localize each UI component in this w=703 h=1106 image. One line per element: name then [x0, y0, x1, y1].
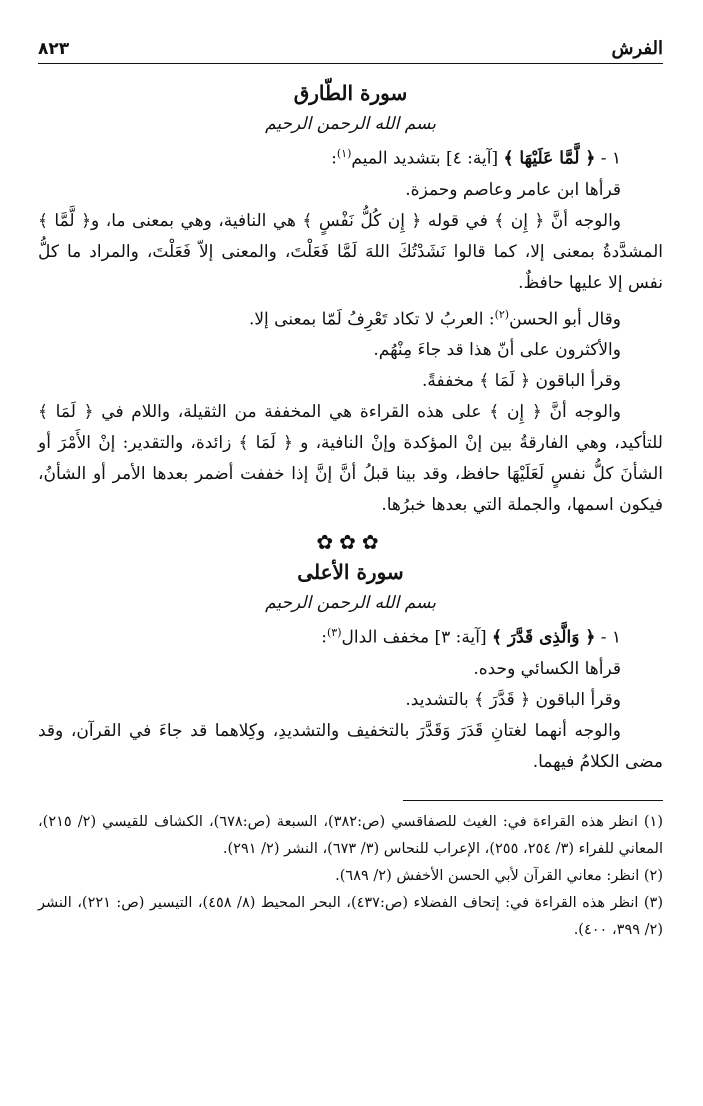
quran-word: ﴿ لَّمَّا عَلَيْهَا ﴾: [503, 148, 596, 169]
paragraph: وقرأ الباقون ﴿ لَمَا ﴾ مخففةً.: [422, 371, 621, 392]
footnote-ref: (٣): [326, 626, 342, 640]
header-title: الفرش: [611, 38, 663, 59]
surah-tariq-section: [38, 78, 663, 521]
paragraph: قرأها ابن عامر وعاصم وحمزة.: [405, 179, 621, 200]
footnote: (٢) انظر: معاني القرآن لأبي الحسن الأخفش (٢/ ٦٨٩).: [335, 867, 663, 884]
surah-ala-title: سورة الأعلى: [297, 560, 404, 585]
reading-item-heading: ١ - ﴿ وَالَّذِى قَدَّرَ ﴾ [آية: ٣] مخفف الدال$^{(٣)}$:: [321, 626, 621, 648]
section-separator-ornament: ✿✿✿: [316, 530, 385, 555]
footnote-ref: (٢): [494, 307, 510, 321]
paragraph: قرأها الكسائي وحده.: [473, 658, 621, 679]
item-description: [آية: ٤] بتشديد الميم: [351, 148, 499, 169]
footnotes: [38, 809, 663, 944]
basmala-calligraphy: بسم الله الرحمن الرحيم: [265, 593, 436, 614]
item-number: ١ -: [600, 627, 621, 648]
paragraph: وقرأ الباقون ﴿ قَدَّرَ ﴾ بالتشديد.: [405, 689, 621, 710]
paragraph: والأكثرون على أنّ هذا قد جاءَ مِنْهُم.: [373, 340, 621, 361]
item-number: ١ -: [600, 148, 621, 169]
footnote-divider: [403, 800, 663, 801]
item-description: [آية: ٣] مخفف الدال: [341, 627, 487, 648]
page-header: [38, 38, 663, 64]
surah-tariq-title: سورة الطّارق: [293, 81, 408, 105]
footnote: (١) انظر هذه القراءة في: الغيث للصفاقسي (ص:٣٨٢)، السبعة (ص:٦٧٨)، الكشاف للقيسي (٢/ ٢١٥)، المعاني للفراء (٣/ ٢٥٤، ٢٥٥)، الإعراب للنحاس (٣/ ٦٧٣)، النشر (٢/ ٢٩١).: [38, 813, 664, 857]
page-content: [38, 78, 663, 944]
paragraph: والوجه أنَّ ﴿ إِن ﴾ على هذه القراءة هي المخففة من الثقيلة، واللام في ﴿ لَمَا ﴾ للتأكيد، وهي الفارقةُ بين إنْ المؤكدة وإنْ النافية، و ﴿ لَمَا ﴾ زائدة، والتقدير: إنْ الأَمْرَ أو الشأنَ كلُّ نفسٍ لَعَلَيْهَا حافظ، وقد بينا قبلُ أنَّ إنَّ إذا خففت أضمر بعدها الأمر أو الشأنُ، فيكون اسمها، والجملة التي بعدها خبرُها.: [38, 402, 663, 516]
surah-ala-section: [38, 557, 663, 778]
paragraph: وقال أبو الحسن$^{(٢)}$: العربُ لا تكاد تَعْرِفُ لَمّا بمعنى إلا.: [248, 307, 621, 330]
footnote-ref: (١): [336, 147, 352, 160]
footnote: (٣) انظر هذه القراءة في: إتحاف الفضلاء (ص:٤٣٧)، البحر المحيط (٨/ ٤٥٨)، التيسير (ص: ٢٢١)، النشر (٢/ ٣٩٩، ٤٠٠).: [38, 894, 663, 938]
paragraph: والوجه أنَّ ﴿ إِن ﴾ في قوله ﴿ إِن كُلُّ نَفْسٍ ﴾ هي النافية، وهي بمعنى ما، و﴿ لَّمَّا ﴾ المشدَّدةُ بمعنى إلا، كما قالوا نَشَدْتُكَ اللهَ لَمَّا فَعَلْتَ، والمعنى إلاّ فَعَلْتَ، والمراد ما كلُّ نفس إلا عليها حافظٌ.: [38, 210, 663, 293]
paragraph: والوجه أنهما لغتانِ قَدَرَ وَقَدَّرَ بالتخفيف والتشديدِ، وكِلاهما قد جاءَ في القرآن، وقد مضى الكلامُ فيهما.: [38, 720, 663, 772]
quran-word: ﴿ وَالَّذِى قَدَّرَ ﴾: [492, 627, 596, 648]
reading-item-heading: ١ - ﴿ لَّمَّا عَلَيْهَا ﴾ [آية: ٤] بتشديد الميم$^{(١)}$:: [331, 147, 621, 169]
basmala-calligraphy: بسم الله الرحمن الرحيم: [265, 114, 436, 134]
page-number: ٨٢٣: [38, 39, 70, 59]
